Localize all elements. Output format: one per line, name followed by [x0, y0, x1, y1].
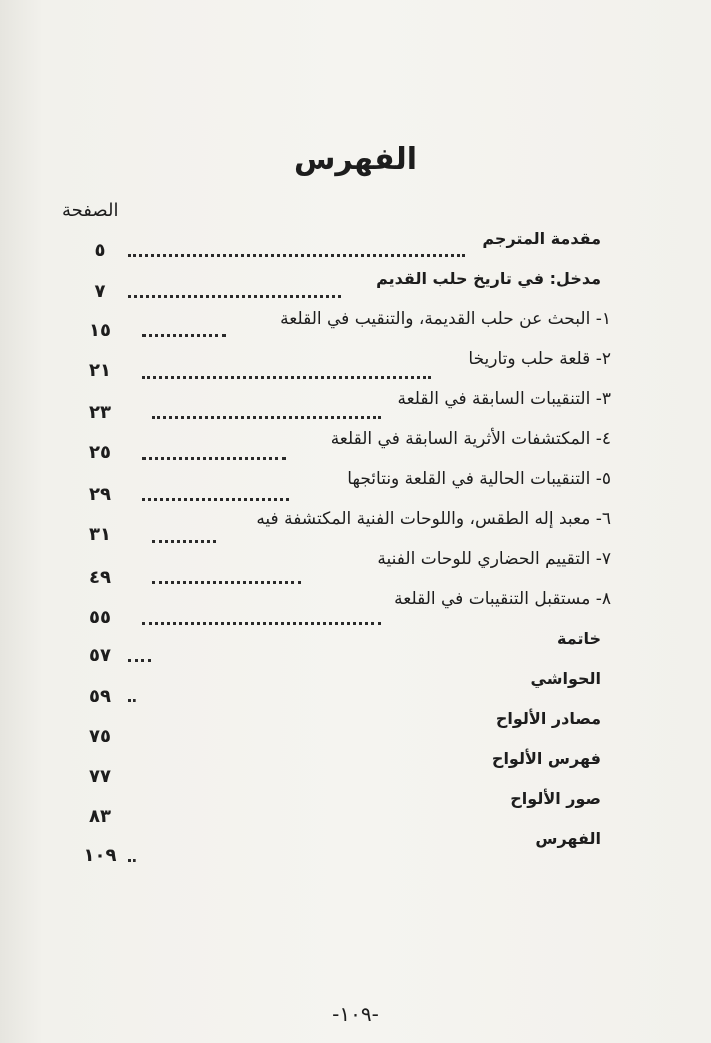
toc-page-number: ٢١ [89, 360, 111, 381]
footer-page-number: -١٠٩- [332, 1002, 379, 1026]
toc-entry-title: ٥- التنقيبات الحالية في القلعة ونتائجها [347, 469, 611, 489]
toc-page-number: ٧ [94, 281, 106, 302]
toc-dot-leader [142, 328, 226, 337]
toc-entry-title: الحواشي [530, 669, 601, 688]
toc-dot-leader [142, 451, 286, 460]
toc-page-number: ٥٩ [89, 686, 111, 707]
toc-page-number: ٥٧ [89, 645, 111, 666]
toc-page-number: ٢٩ [89, 484, 111, 505]
toc-dot-leader [152, 534, 216, 543]
toc-page-number: ٢٥ [89, 442, 111, 463]
toc-dot-leader [152, 410, 381, 419]
toc-page-number: ٧٧ [89, 766, 111, 787]
toc-dot-leader [142, 492, 289, 501]
toc-entry-title: الفهرس [535, 829, 601, 848]
toc-entry-title: مقدمة المترجم [482, 229, 601, 248]
toc-entry-title: ٢- قلعة حلب وتاريخا [468, 349, 611, 369]
toc-entry-title: ٣- التنقيبات السابقة في القلعة [397, 389, 611, 409]
toc-dot-leader [128, 289, 341, 298]
page-column-label: الصفحة [62, 200, 119, 221]
toc-entry-title: ١- البحث عن حلب القديمة، والتنقيب في القلعة [280, 309, 611, 329]
toc-page-number: ٤٩ [89, 567, 111, 588]
toc-dot-leader [152, 575, 301, 584]
toc-page-number: ٧٥ [89, 726, 111, 747]
toc-dot-leader [142, 616, 381, 625]
toc-entry-title: ٧- التقييم الحضاري للوحات الفنية [377, 549, 611, 569]
toc-entry-title: صور الألواح [510, 789, 601, 808]
toc-entry-title: خاتمة [557, 629, 601, 648]
toc-entry-title: ٨- مستقبل التنقيبات في القلعة [394, 589, 611, 609]
toc-page-number: ٣١ [89, 524, 111, 545]
toc-page-number: ٨٣ [89, 806, 111, 827]
toc-entry-title: ٦- معبد إله الطقس، واللوحات الفنية المكتشفة فيه [256, 509, 611, 529]
toc-entry-title: مدخل: في تاريخ حلب القديم [376, 269, 601, 288]
toc-entry-title: مصادر الألواح [495, 709, 601, 728]
toc-dot-leader [128, 248, 465, 257]
toc-page-number: ١٠٩ [83, 845, 117, 866]
toc-page-number: ٢٣ [89, 402, 111, 423]
page-title: الفهرس [293, 142, 417, 177]
toc-dot-leader [128, 853, 136, 862]
toc-entry-title: فهرس الألواح [491, 749, 601, 768]
toc-dot-leader [128, 653, 151, 662]
toc-page-number: ١٥ [89, 320, 111, 341]
toc-page-number: ٥٥ [89, 607, 111, 628]
toc-page-number: ٥ [94, 240, 106, 261]
toc-dot-leader [128, 693, 136, 702]
toc-dot-leader [142, 370, 431, 379]
toc-entry-title: ٤- المكتشفات الأثرية السابقة في القلعة [330, 429, 611, 449]
